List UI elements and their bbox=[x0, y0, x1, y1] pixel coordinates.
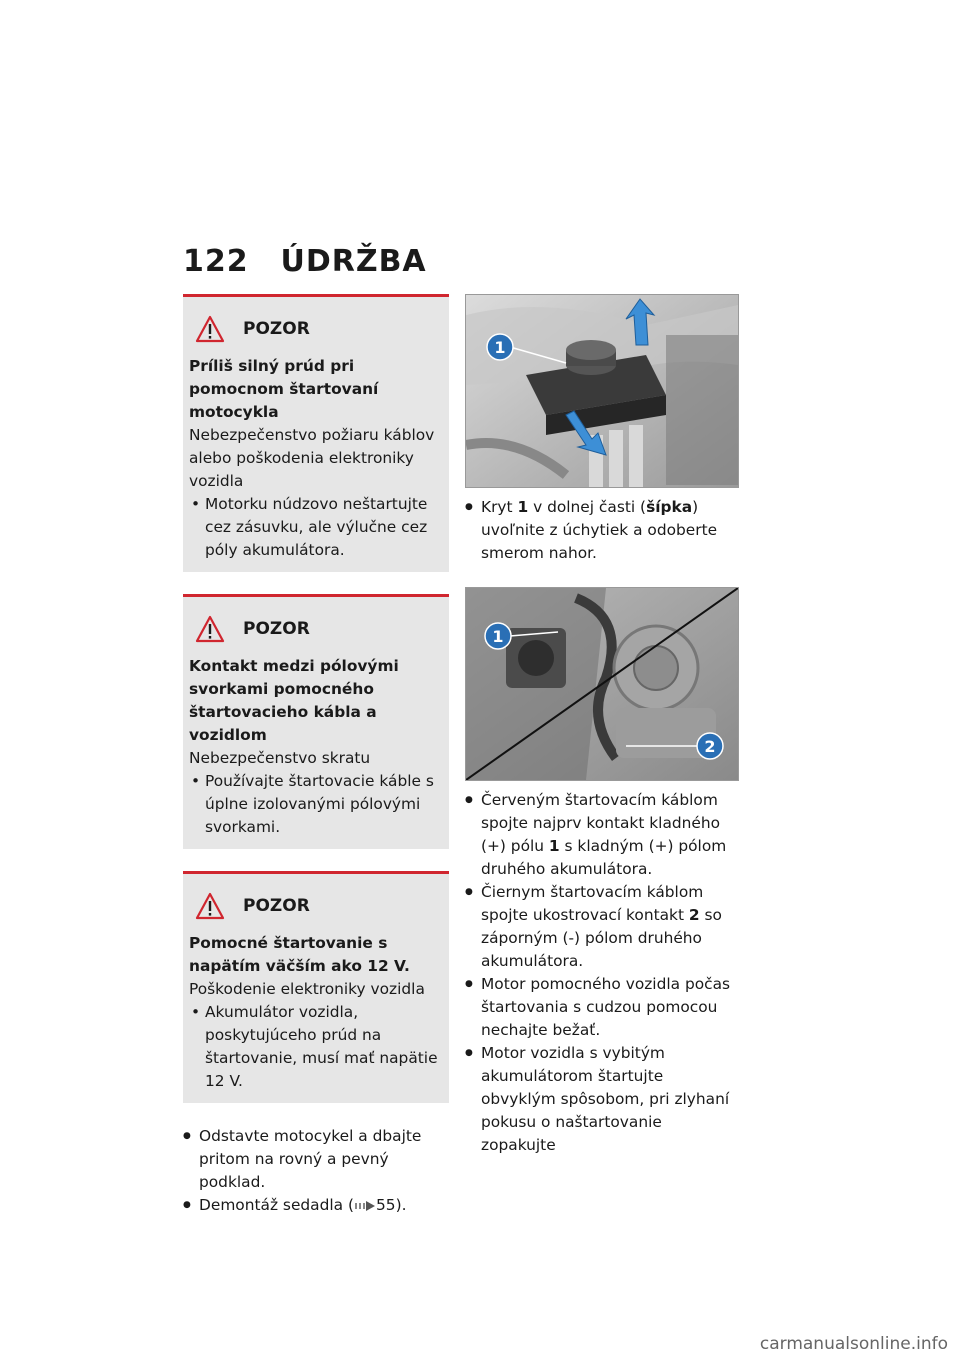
page-reference-arrow-icon bbox=[354, 1200, 376, 1212]
right-steps bbox=[465, 789, 739, 1157]
step-ref-number: 1 bbox=[517, 498, 529, 516]
warning-hazard: Nebezpečenstvo požiaru káblov alebo poškodenia elektroniky vozidla bbox=[189, 426, 435, 490]
warning-box-1 bbox=[183, 294, 449, 572]
step-run-helper-engine: ● Motor pomocného vozidla počas štartovania s cudzou pomocou nechajte bežať. bbox=[465, 973, 739, 1042]
step-connect-positive bbox=[465, 789, 739, 881]
page-number: 122 bbox=[183, 244, 249, 279]
callout-label-1: 1 bbox=[494, 338, 506, 357]
callout-label-2: 2 bbox=[704, 737, 716, 756]
warning-label: POZOR bbox=[243, 895, 310, 916]
figure-jump-start-contacts bbox=[465, 587, 739, 781]
warning-triangle-icon bbox=[195, 615, 225, 643]
warning-box-3 bbox=[183, 871, 449, 1103]
figure-battery-cover bbox=[465, 294, 739, 488]
warning-label: POZOR bbox=[243, 318, 310, 339]
step-park-motorcycle: ● Odstavte motocykel a dbajte pritom na rovný a pevný podklad. bbox=[183, 1125, 449, 1194]
callout-label-1: 1 bbox=[492, 627, 504, 646]
step-text: Kryt bbox=[481, 498, 518, 516]
step-text: Červeným štartovacím káblom spojte najprv kontakt kladného (+) pólu bbox=[481, 791, 721, 855]
warning-box-2 bbox=[183, 594, 449, 849]
warning-header bbox=[195, 886, 443, 926]
step-text: Čiernym štartovacím káblom spojte ukostrovací kontakt bbox=[481, 883, 704, 924]
page-header bbox=[183, 244, 427, 279]
step-remove-seat bbox=[183, 1194, 449, 1217]
warning-hazard: Poškodenie elektroniky vozidla bbox=[189, 980, 425, 998]
left-steps bbox=[183, 1125, 449, 1217]
warning-title: Kontakt medzi pólovými svorkami pomocného štartovacieho kábla a vozidlom bbox=[189, 657, 399, 744]
step-ref-number: 1 bbox=[548, 837, 560, 855]
step-text: v dolnej časti ( bbox=[528, 498, 647, 516]
battery-cover-illustration bbox=[466, 295, 738, 487]
right-column bbox=[465, 294, 739, 1157]
step-ref-number: 2 bbox=[688, 906, 700, 924]
step-text: ). bbox=[395, 1196, 407, 1214]
step-text: so záporným (-) pólom druhého akumulátora. bbox=[481, 906, 722, 970]
step-text: ) uvoľnite z úchytiek a odoberte smerom nahor. bbox=[481, 498, 718, 562]
warning-title: Príliš silný prúd pri pomocnom štartovaní motocykla bbox=[189, 357, 379, 421]
left-column bbox=[183, 294, 449, 1217]
step-connect-ground bbox=[465, 881, 739, 973]
warning-title: Pomocné štartovanie s napätím väčším ako 12 V. bbox=[189, 934, 410, 975]
step-start-engine: ● Motor vozidla s vybitým akumulátorom štartujte obvyklým spôsobom, pri zlyhaní pokusu o naštartovanie zopakujte bbox=[465, 1042, 739, 1157]
step-text: Demontáž sedadla ( bbox=[199, 1196, 354, 1214]
warning-instruction: • Používajte štartovacie káble s úplne izolovanými pólovými svorkami. bbox=[189, 770, 443, 839]
warning-triangle-icon bbox=[195, 315, 225, 343]
step-remove-cover bbox=[465, 496, 739, 565]
warning-instruction: • Akumulátor vozidla, poskytujúceho prúd na štartovanie, musí mať napätie 12 V. bbox=[189, 1001, 443, 1093]
page-reference-link[interactable]: 55 bbox=[375, 1196, 396, 1214]
warning-label: POZOR bbox=[243, 618, 310, 639]
step-text: s kladným (+) pólom druhého akumulátora. bbox=[481, 837, 727, 878]
warning-triangle-icon bbox=[195, 892, 225, 920]
engine-contacts-illustration bbox=[466, 588, 738, 780]
warning-header bbox=[195, 309, 443, 349]
step-bold-word: šípka bbox=[646, 498, 693, 516]
warning-instruction: • Motorku núdzovo neštartujte cez zásuvku, ale výlučne cez póly akumulátora. bbox=[189, 493, 443, 562]
watermark: carmanualsonline.info bbox=[759, 1334, 948, 1354]
warning-header bbox=[195, 609, 443, 649]
warning-hazard: Nebezpečenstvo skratu bbox=[189, 749, 371, 767]
section-title: ÚDRŽBA bbox=[280, 244, 427, 279]
